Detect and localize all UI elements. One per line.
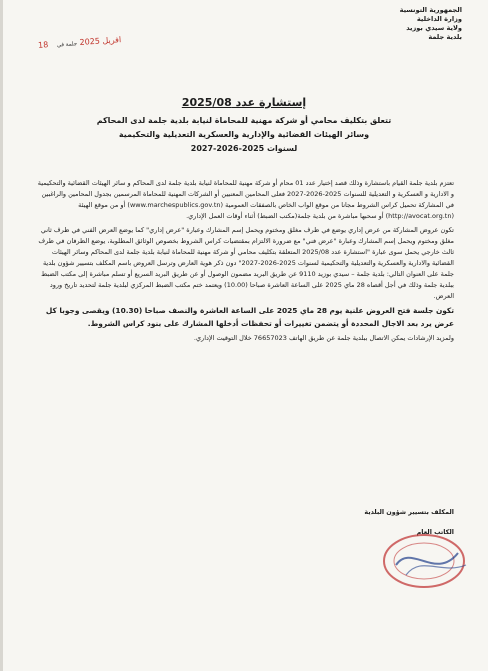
official-stamp-icon	[366, 525, 486, 595]
letterhead-line: بلدية جلمة	[428, 33, 462, 41]
date-stamp-label: جلمة في	[56, 41, 78, 49]
document-subject	[56, 114, 432, 156]
date-stamp-date: 18 افريل 2025	[37, 35, 122, 50]
subject-line: تتعلق بتكليف محامي أو شركة مهنية للمحاماة لنيابة بلدية جلمة لدى المحاكم	[96, 116, 392, 125]
body-paragraph-opening: تكون جلسة فتح العروض علنية يوم 28 ماي 2025 على الساعة العاشرة والنصف صباحا (10.30) ويقصى وجوبا كل عرض يرد بعد الاجال المحددة أو يتضمن تغييرات أو تحفظات أدخلها المشارك على بنود كراس الشروط.	[45, 306, 454, 328]
letterhead	[400, 6, 462, 42]
body-paragraph-submission: تكون عروض المشاركة من عرض إداري يوضع في ظرف مغلق ومختوم ويحمل إسم المشارك وعبارة "عرض إداري" كما يوضع العرض الفني في ظرف ثاني مغلق ومختوم ويحمل إسم المشارك وعبارة "عرض فني" مع ضرورة الالتزام بمقتضيات كراس الشروط بخصوص الوثائق المطلوبة، يوضع الظرفان في ظرف ثالث خارجي يحمل سوى عبارة "استشارة عدد 2025/08 المتعلقة بتكليف محامي أو شركة مهنية للمحاماة لنيابة بلدية جلمة لدى المحاكم وسائر الهيئات القضائية والادارية والعسكرية والتعديلية والتحكيمية لسنوات 2025-2026-2027" دون ذكر هوية العارض وترسل العروض باسم المكلف بتسيير شؤون بلدية جلمة على العنوان التالي: بلدية جلمة – سيدي بوزيد 9110 عن طريق البريد مضمون الوصول أو عن طريق البريد السريع أو تسلم مباشرة إلى مكتب الضبط ببلدية جلمة وذلك في أجل أقصاه 28 ماي 2025 على الساعة العاشرة صباحا (10.00) ويعتمد ختم مكتب الضبط المركزي لبلدية جلمة لتحديد تاريخ ورود العرض.	[38, 226, 454, 300]
document-title: إستشارة عدد 2025/08	[181, 96, 307, 109]
document-body	[34, 178, 454, 347]
letterhead-line: وزارة الداخلية	[416, 15, 462, 23]
letterhead-line: ولاية سيدي بوزيد	[406, 24, 462, 32]
subject-line: وسائر الهيئات القضائية والإدارية والعسكرية التعديلية والتحكيمية	[118, 130, 370, 139]
date-stamp	[38, 35, 122, 50]
body-paragraph-contact: ولمزيد الإرشادات يمكن الاتصال ببلدية جلمة عن طريق الهاتف 76657023 خلال التوقيت الإداري.	[193, 334, 454, 342]
letterhead-line: الجمهورية التونسية	[399, 6, 462, 14]
body-paragraph-intro: تعتزم بلدية جلمة القيام باستشارة وذلك قصد إختيار عدد 01 محام أو شركة مهنية للمحاماة لنيابة بلدية جلمة لدى المحاكم و سائر الهيئات القضائية والتحكيمية و الادارية و العسكرية و التعديلية للسنوات 2025-2026-2027 فعلى المحامين المعنيين أو الشركات المهنية للمحاماة المرسمين بجدول المحامين والراغبين في المشاركة تحميل كراس الشروط مجانا من موقع الواب الخاص بالصفقات العمومية (www.marchespublics.gov.tn) أو من موقع الهيئة (http://avocat.org.tn) أو سحبها مباشرة من بلدية جلمة(مكتب الضبط) أثناء أوقات العمل الإداري.	[37, 179, 454, 220]
signature-role: المكلف بتسيير شؤون البلدية	[364, 508, 454, 516]
signature-title: الكاتب العام	[416, 528, 454, 536]
subject-line: لسنوات 2025-2026-2027	[190, 144, 298, 153]
